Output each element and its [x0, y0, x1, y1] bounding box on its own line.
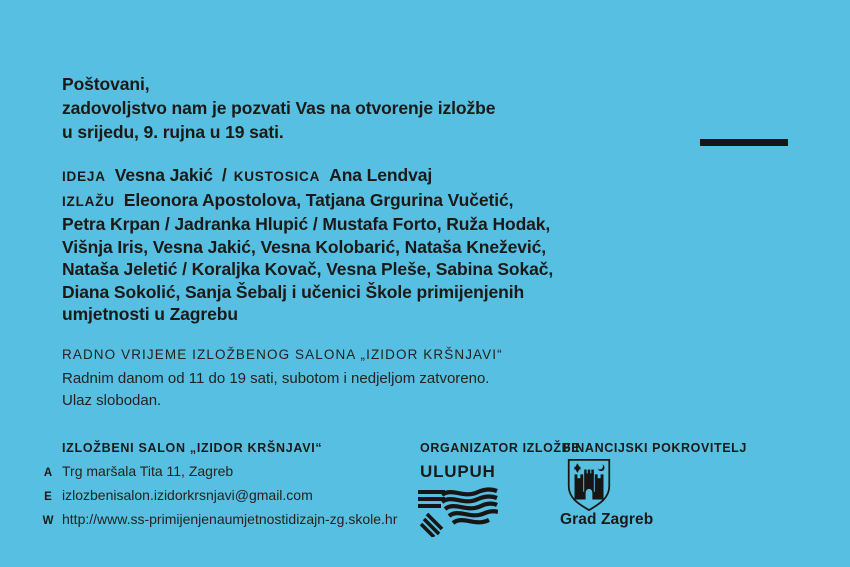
curator-label: KUSTOSICA	[233, 169, 321, 184]
exhibitors-names: Eleonora Apostolova, Tatjana Grgurina Vučetić,	[123, 189, 514, 210]
ulupuh-logo-icon	[418, 487, 498, 537]
contact-row-address	[34, 460, 397, 484]
sponsor-name: Grad Zagreb	[560, 511, 654, 528]
exhibitors-line: Diana Sokolić, Sanja Šebalj i učenici Škole primijenjenih	[62, 281, 525, 302]
exhibitors-label: IZLAŽU	[62, 193, 115, 209]
email-label: E	[44, 491, 52, 503]
contact-row-website	[34, 508, 397, 532]
invitation-line: zadovoljstvo nam je pozvati Vas na otvorenje izložbe	[62, 98, 496, 118]
exhibitors-line: Nataša Jeletić / Koraljka Kovač, Vesna Pleše, Sabina Sokač,	[62, 259, 554, 279]
opening-hours-line: Radnim danom od 11 do 19 sati, subotom i nedjeljom zatvoreno.	[62, 370, 490, 387]
greeting-line: Poštovani,	[62, 74, 150, 94]
contact-row-email	[34, 484, 397, 508]
date-line: u srijedu, 9. rujna u 19 sati.	[62, 122, 284, 142]
idea-label: IDEJA	[62, 169, 106, 184]
exhibitors-line	[62, 189, 553, 214]
zagreb-coat-of-arms-icon	[565, 457, 613, 513]
address-value: Trg maršala Tita 11, Zagreb	[62, 463, 234, 479]
address-label: A	[43, 467, 53, 479]
ulupuh-wordmark: ULUPUH	[420, 462, 496, 481]
website-label: W	[42, 515, 54, 527]
curator-name: Ana Lendvaj	[329, 165, 433, 185]
credits-block	[62, 164, 553, 326]
email-value: izlozbenisalon.izidorkrsnjavi@gmail.com	[62, 487, 313, 503]
contact-rows	[34, 460, 397, 532]
decorative-bar	[700, 139, 788, 146]
intro-block	[62, 72, 495, 144]
free-entry-line: Ulaz slobodan.	[62, 392, 162, 409]
venue-header: IZLOŽBENI SALON „IZIDOR KRŠNJAVI“	[62, 441, 323, 455]
slash-separator: /	[221, 165, 227, 185]
exhibitors-line: Višnja Iris, Vesna Jakić, Vesna Kolobarić, Nataša Knežević,	[62, 236, 547, 257]
opening-hours-block	[62, 345, 503, 412]
credit-line-idea	[62, 164, 553, 189]
idea-name: Vesna Jakić	[114, 165, 213, 185]
website-value: http://www.ss-primijenjenaumjetnostidizajn-zg.skole.hr	[62, 511, 398, 527]
exhibitors-line: umjetnosti u Zagrebu	[62, 304, 238, 324]
organizer-header: ORGANIZATOR IZLOŽBE	[420, 441, 581, 455]
sponsor-header: FINANCIJSKI POKROVITELJ	[563, 441, 747, 455]
exhibitors-line: Petra Krpan / Jadranka Hlupić / Mustafa Forto, Ruža Hodak,	[62, 214, 551, 234]
opening-hours-header: RADNO VRIJEME IZLOŽBENOG SALONA „IZIDOR KRŠNJAVI“	[62, 347, 503, 362]
